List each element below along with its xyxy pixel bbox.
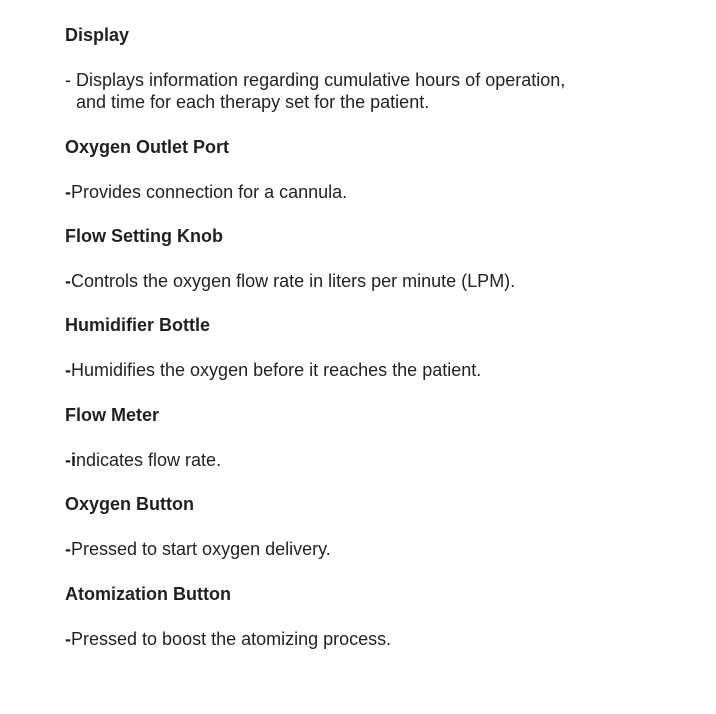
section-heading: Flow Setting Knob: [65, 226, 223, 246]
section-humidifier-bottle: [65, 314, 685, 381]
section-description: [65, 538, 685, 560]
description-dash: -: [65, 70, 76, 90]
description-text: Provides connection for a cannula.: [71, 182, 348, 202]
section-description: [65, 270, 685, 292]
section-flow-setting-knob: [65, 225, 685, 292]
section-heading: Oxygen Button: [65, 494, 194, 514]
description-text: Pressed to boost the atomizing process.: [71, 629, 392, 649]
section-oxygen-outlet-port: [65, 136, 685, 203]
description-dash: -: [65, 539, 71, 559]
section-atomization-button: [65, 583, 685, 650]
description-line-1: Displays information regarding cumulative hours of operation,: [76, 70, 566, 90]
section-description: [65, 69, 685, 113]
section-display: [65, 24, 685, 113]
section-description: [65, 359, 685, 381]
description-text: ndicates flow rate.: [76, 450, 222, 470]
section-description: [65, 449, 685, 471]
section-heading: Oxygen Outlet Port: [65, 137, 230, 157]
section-heading: Flow Meter: [65, 405, 160, 425]
section-description: [65, 628, 685, 650]
description-dash: -i: [65, 450, 76, 470]
description-dash: -: [65, 360, 71, 380]
description-line-2: and time for each therapy set for the patient.: [76, 92, 430, 112]
description-dash: -: [65, 629, 71, 649]
description-dash: -: [65, 182, 71, 202]
description-dash: -: [65, 271, 71, 291]
section-heading: Atomization Button: [65, 584, 231, 604]
section-description: [65, 181, 685, 203]
section-heading: Display: [65, 25, 130, 45]
description-text: Pressed to start oxygen delivery.: [71, 539, 331, 559]
section-flow-meter: [65, 404, 685, 471]
description-text: Controls the oxygen flow rate in liters per minute (LPM).: [71, 271, 516, 291]
description-text: Humidifies the oxygen before it reaches the patient.: [71, 360, 482, 380]
section-heading: Humidifier Bottle: [65, 315, 211, 335]
section-oxygen-button: [65, 493, 685, 560]
